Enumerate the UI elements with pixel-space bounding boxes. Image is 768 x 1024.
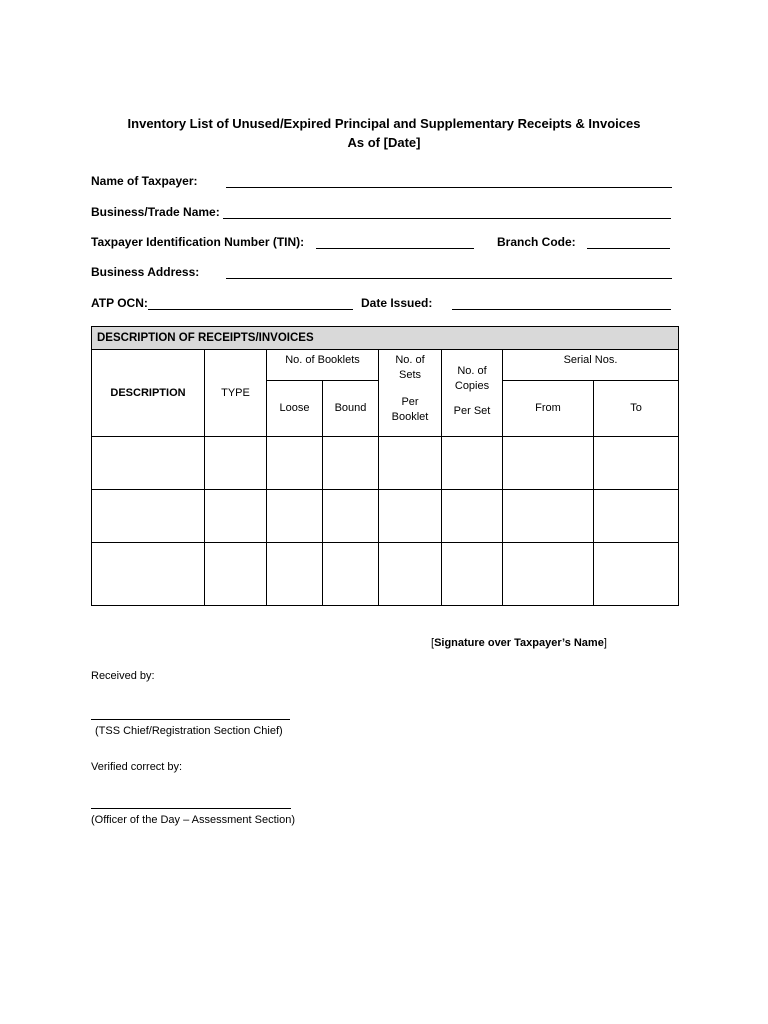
- sets-label-line1: No. of: [395, 354, 425, 366]
- verified-by-role: (Officer of the Day – Assessment Section): [91, 814, 295, 826]
- business-address-label: Business Address:: [91, 265, 200, 279]
- business-name-label: Business/Trade Name:: [91, 205, 220, 219]
- date-issued-field[interactable]: [452, 309, 671, 310]
- copies-cell[interactable]: [442, 490, 503, 543]
- copies-label-line2: Copies: [454, 379, 490, 392]
- serial-to-cell[interactable]: [594, 437, 679, 490]
- booklets-column-header: No. of Booklets: [267, 350, 379, 381]
- signature-caption-text: Signature over Taxpayer’s Name: [434, 637, 604, 649]
- description-cell[interactable]: [92, 543, 205, 606]
- document-subtitle-date: As of [Date]: [347, 135, 421, 150]
- copies-per-set-header: [442, 350, 503, 437]
- bound-column-header: Bound: [323, 381, 379, 437]
- serial-from-cell[interactable]: [503, 490, 594, 543]
- type-cell[interactable]: [205, 437, 267, 490]
- loose-column-header: Loose: [267, 381, 323, 437]
- type-column-header: TYPE: [205, 350, 267, 437]
- taxpayer-name-label: Name of Taxpayer:: [91, 174, 198, 188]
- to-column-header: To: [594, 381, 679, 437]
- serial-from-cell[interactable]: [503, 437, 594, 490]
- type-cell[interactable]: [205, 490, 267, 543]
- serial-to-cell[interactable]: [594, 490, 679, 543]
- branch-code-label: Branch Code:: [497, 235, 576, 249]
- loose-cell[interactable]: [267, 437, 323, 490]
- date-issued-label: Date Issued:: [361, 296, 433, 310]
- type-cell[interactable]: [205, 543, 267, 606]
- table-row: [92, 543, 679, 606]
- tin-label: Taxpayer Identification Number (TIN):: [91, 235, 305, 249]
- sets-cell[interactable]: [379, 490, 442, 543]
- receipts-inventory-table: [91, 326, 679, 606]
- loose-cell[interactable]: [267, 543, 323, 606]
- serial-nos-column-header: Serial Nos.: [503, 350, 679, 381]
- copies-label-line1: No. of: [457, 364, 487, 377]
- copies-cell[interactable]: [442, 543, 503, 606]
- serial-to-cell[interactable]: [594, 543, 679, 606]
- bound-cell[interactable]: [323, 490, 379, 543]
- from-column-header: From: [503, 381, 594, 437]
- business-name-field[interactable]: [223, 218, 671, 219]
- branch-code-field[interactable]: [587, 248, 670, 249]
- section-header: DESCRIPTION OF RECEIPTS/INVOICES: [92, 327, 679, 350]
- document-title: Inventory List of Unused/Expired Principal and Supplementary Receipts & Invoices: [127, 116, 641, 131]
- tin-field[interactable]: [316, 248, 474, 249]
- sets-cell[interactable]: [379, 437, 442, 490]
- atp-ocn-field[interactable]: [148, 309, 353, 310]
- table-row: [92, 490, 679, 543]
- signature-close-bracket: ]: [603, 637, 607, 649]
- sets-label-line4: Booklet: [391, 411, 429, 423]
- received-by-signature-line[interactable]: [91, 719, 290, 720]
- description-cell[interactable]: [92, 437, 205, 490]
- table-row: [92, 437, 679, 490]
- business-address-field[interactable]: [226, 278, 672, 279]
- sets-label-line3: Per: [401, 396, 419, 408]
- copies-label-line3: Per Set: [453, 404, 491, 417]
- description-column-header: DESCRIPTION: [92, 350, 205, 437]
- sets-cell[interactable]: [379, 543, 442, 606]
- bound-cell[interactable]: [323, 437, 379, 490]
- sets-label-line2: Sets: [398, 369, 421, 381]
- received-by-role: (TSS Chief/Registration Section Chief): [95, 725, 283, 737]
- loose-cell[interactable]: [267, 490, 323, 543]
- taxpayer-signature-caption: [431, 637, 607, 649]
- sets-per-booklet-header: [379, 350, 442, 437]
- description-cell[interactable]: [92, 490, 205, 543]
- received-by-label: Received by:: [91, 670, 155, 682]
- taxpayer-name-field[interactable]: [226, 187, 672, 188]
- serial-from-cell[interactable]: [503, 543, 594, 606]
- copies-cell[interactable]: [442, 437, 503, 490]
- bound-cell[interactable]: [323, 543, 379, 606]
- verified-by-label: Verified correct by:: [91, 761, 183, 773]
- verified-by-signature-line[interactable]: [91, 808, 291, 809]
- atp-ocn-label: ATP OCN:: [91, 296, 148, 310]
- signature-open-bracket: [: [431, 637, 435, 649]
